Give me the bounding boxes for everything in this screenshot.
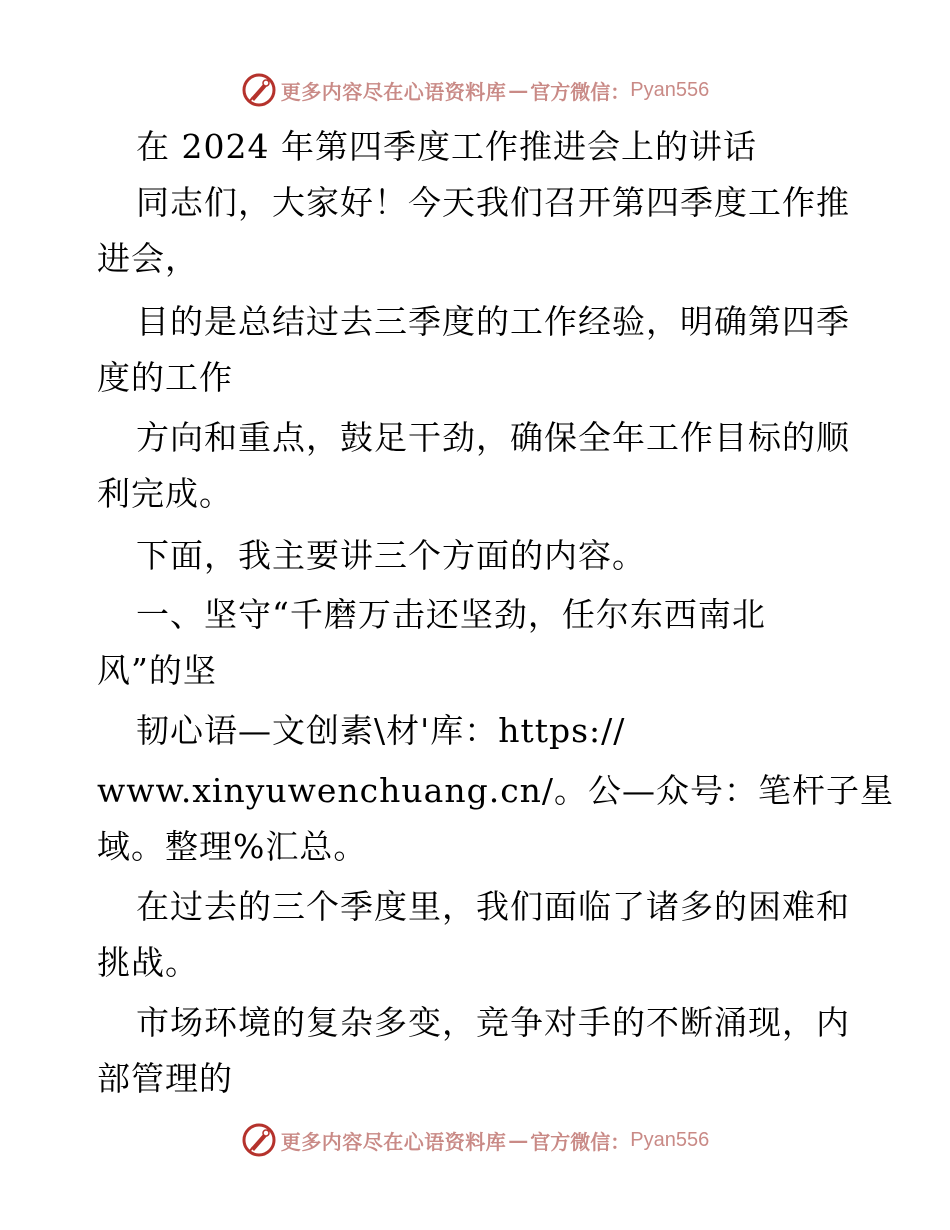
- section-heading: 一、坚守“千磨万击还坚劲，任尔东西南北: [136, 595, 766, 634]
- footer-banner: [0, 1120, 950, 1160]
- paragraph-line: 韧心语—文创素\材'库：https://: [136, 711, 626, 750]
- paragraph-line: 部管理的: [97, 1059, 233, 1098]
- section-heading: 风”的坚: [97, 651, 217, 690]
- document-title: 在 2024 年第四季度工作推进会上的讲话: [136, 127, 757, 166]
- paragraph-line: 度的工作: [97, 358, 233, 397]
- paragraph-line: 同志们，大家好！今天我们召开第四季度工作推: [136, 183, 850, 222]
- paragraph-line: 下面，我主要讲三个方面的内容。: [136, 536, 646, 575]
- paragraph-line: 目的是总结过去三季度的工作经验，明确第四季: [136, 302, 850, 341]
- banner-wechat-id: Pyan556: [630, 1128, 710, 1151]
- banner-text: 更多内容尽在心语资料库: [280, 1129, 507, 1154]
- banner-wechat-id: Pyan556: [630, 78, 710, 101]
- paragraph-line: 域。整理%汇总。: [97, 827, 368, 866]
- paragraph-line: 市场环境的复杂多变，竞争对手的不断涌现，内: [136, 1003, 850, 1042]
- paragraph-line: 利完成。: [97, 474, 233, 513]
- paragraph-line: www.xinyuwenchuang.cn/。公—众号：笔杆子星: [97, 771, 895, 810]
- banner-separator: —: [508, 1128, 529, 1152]
- paragraph-line: 挑战。: [97, 943, 199, 982]
- paragraph-line: 方向和重点，鼓足干劲，确保全年工作目标的顺: [136, 418, 850, 457]
- pen-logo-icon: [241, 1122, 277, 1158]
- banner-wechat-label: 官方微信：: [530, 1129, 631, 1154]
- paragraph-line: 在过去的三个季度里，我们面临了诸多的困难和: [136, 887, 850, 926]
- banner-wechat-label: 官方微信：: [530, 79, 631, 104]
- banner-text: 更多内容尽在心语资料库: [280, 79, 507, 104]
- paragraph-line: 进会，: [97, 239, 199, 278]
- banner-separator: —: [508, 78, 529, 102]
